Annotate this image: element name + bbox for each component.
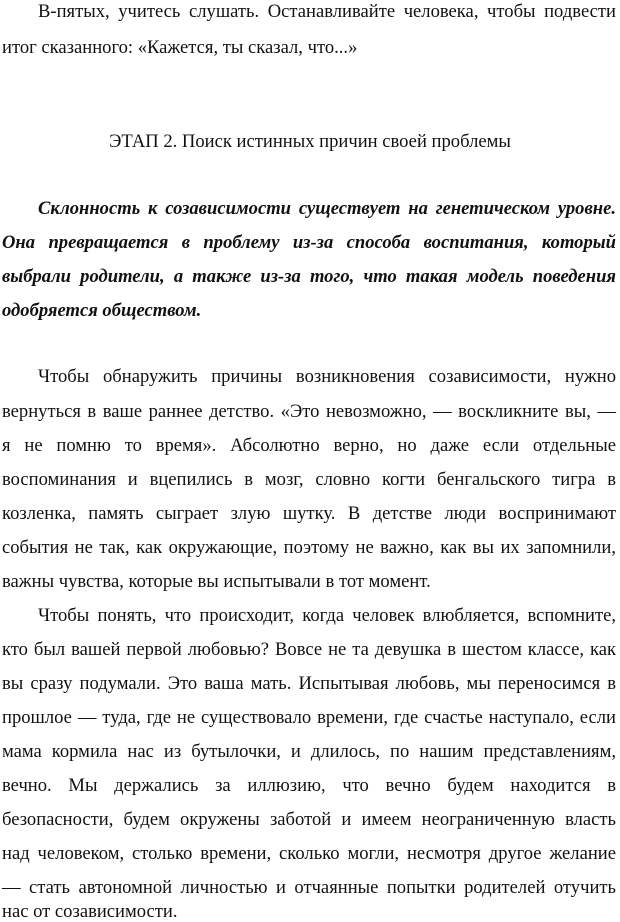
paragraph-line: над человеком, столько времени, сколько могли, несмотря другое желание — [2, 843, 616, 864]
paragraph-line: — стать автономной личностью и отчаянные попытки родителей отучить — [2, 877, 616, 898]
paragraph-line: мама кормила нас из бутылочки, и длилось, по нашим представлениям, — [2, 741, 616, 762]
paragraph-line: вернуться в ваше раннее детство. «Это невозможно, — воскликните вы, — — [2, 401, 616, 422]
paragraph-line: вечно. Мы держались за иллюзию, что вечно будем находится в — [2, 775, 616, 796]
paragraph-line: итог сказанного: «Кажется, ты сказал, что...» — [2, 37, 358, 58]
section-heading: ЭТАП 2. Поиск истинных причин своей проблемы — [109, 131, 511, 152]
paragraph-line: Чтобы обнаружить причины возникновения созависимости, нужно — [38, 366, 616, 387]
paragraph-line: козленка, память сыграет злую шутку. В детстве люди воспринимают — [2, 503, 616, 524]
paragraph-line: воспоминания и вцепились в мозг, словно когти бенгальского тигра в — [2, 469, 616, 490]
paragraph-line: Она превращается в проблему из-за способа воспитания, который — [2, 232, 616, 253]
paragraph-line: В-пятых, учитесь слушать. Останавливайте человека, чтобы подвести — [38, 1, 616, 22]
paragraph-line: Склонность к созависимости существует на генетическом уровне. — [38, 198, 616, 219]
paragraph-line: одобряется обществом. — [2, 300, 202, 321]
paragraph-line: я не помню то время». Абсолютно верно, но даже если отдельные — [2, 435, 616, 456]
paragraph-line: вы сразу подумали. Это ваша мать. Испытывая любовь, мы переносимся в — [2, 673, 616, 694]
paragraph-line: кто был вашей первой любовью? Вовсе не та девушка в шестом классе, как — [2, 639, 616, 660]
paragraph-line: безопасности, будем окружены заботой и имеем неограниченную власть — [2, 809, 616, 830]
paragraph-line: события не так, как окружающие, поэтому не важно, как вы их запомнили, — [2, 537, 616, 558]
paragraph-line: выбрали родители, а также из-за того, что такая модель поведения — [2, 266, 616, 287]
paragraph-line: важны чувства, которые вы испытывали в тот момент. — [2, 571, 431, 592]
paragraph-line: прошлое — туда, где не существовало времени, где счастье наступало, если — [2, 707, 616, 728]
paragraph-line: Чтобы понять, что происходит, когда человек влюбляется, вспомните, — [38, 605, 616, 626]
paragraph-line: нас от созависимости. — [2, 901, 178, 922]
